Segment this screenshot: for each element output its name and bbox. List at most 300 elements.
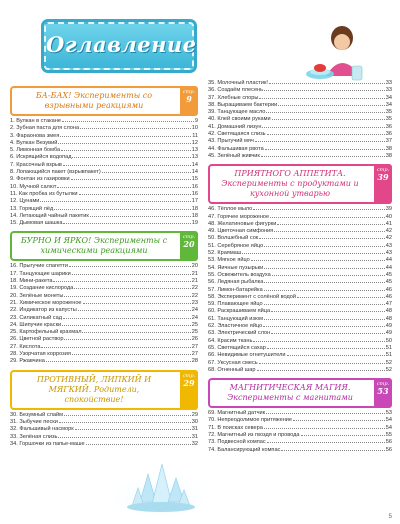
dot-leader [261, 156, 385, 157]
toc-entry-title: 62. Эластичное яйцо [208, 323, 263, 330]
toc-entry-title: 37. Хлебные споры [208, 94, 259, 101]
toc-entry-page: 13 [191, 147, 198, 154]
toc-entry-title: 74. Балансирующий компас [208, 446, 281, 453]
dot-leader [53, 281, 190, 282]
section-magnets [208, 378, 392, 454]
dot-leader [61, 150, 191, 151]
dot-leader [264, 90, 385, 91]
toc-entry-title: 12. Цунами [10, 198, 40, 205]
toc-entry [208, 235, 392, 242]
section-header [208, 378, 392, 408]
dot-leader [266, 112, 384, 113]
toc-entry-title: 15. Дымовая шашка [10, 220, 63, 227]
toc-entry-title: 29. Ржавчина [10, 358, 45, 365]
toc-entry [10, 140, 198, 147]
toc-entry-page: 23 [191, 299, 198, 306]
toc-entry-page: 39 [385, 206, 392, 213]
toc-entry-title: 8. Лопающийся пакет (взрывпакет) [10, 169, 101, 176]
dot-leader [293, 420, 385, 421]
experiment-list [208, 204, 392, 374]
page-number: 5 [388, 514, 392, 520]
toc-entry-title: 47. Горячее мороженое [208, 213, 270, 220]
dot-leader [64, 339, 190, 340]
toc-entry [10, 351, 198, 358]
toc-entry-title: 46. Тёплое мыло [208, 206, 253, 213]
toc-entry-title: 27. Кислота [10, 343, 41, 350]
toc-entry-page: 33 [385, 87, 392, 94]
toc-entry-page: 21 [191, 278, 198, 285]
toc-entry-title: 11. Как пробка из бутылки [10, 190, 78, 197]
toc-entry-page: 29 [191, 411, 198, 418]
contents-left-column [10, 86, 198, 452]
toc-entry-title: 67. Уксусная смесь [208, 359, 258, 366]
toc-entry-page: 38 [385, 152, 392, 159]
toc-entry-page: 47 [385, 301, 392, 308]
toc-entry-title: 52. Краямаш [208, 250, 242, 257]
toc-entry-page: 17 [191, 198, 198, 205]
toc-entry-title: 38. Выращиваем бактерии [208, 101, 278, 108]
toc-entry [10, 344, 198, 351]
section-sticky [10, 370, 198, 448]
toc-entry-page: 52 [385, 366, 392, 373]
section-sticky-continued [208, 78, 392, 160]
section-header [10, 231, 198, 261]
toc-entry [208, 439, 392, 446]
toc-entry-title: 53. Мягкое яйцо [208, 257, 250, 264]
toc-entry [10, 133, 198, 140]
toc-entry-title: 22. Индикатор из капусты [10, 307, 77, 314]
toc-entry-title: 4. Вулкан Везувий [10, 139, 58, 146]
toc-entry-title: 36. Создаём плесень [208, 87, 264, 94]
toc-entry-title: 5. Лимонная бомба [10, 147, 61, 154]
toc-entry-page: 25 [191, 329, 198, 336]
experiment-list [10, 261, 198, 365]
toc-entry [208, 338, 392, 345]
toc-entry-title: 2. Зубная паста для слона [10, 125, 80, 132]
toc-entry-page: 32 [191, 440, 198, 447]
toc-entry-title: 60. Раскрашиваем яйца [208, 308, 271, 315]
toc-entry-page: 46 [385, 293, 392, 300]
dot-leader [264, 246, 385, 247]
dot-leader [59, 422, 191, 423]
toc-entry-title: 56. Ледяная рыбалка [208, 279, 264, 286]
toc-entry [208, 425, 392, 432]
dot-leader [62, 121, 194, 122]
section-header [10, 86, 198, 116]
dot-leader [264, 282, 384, 283]
dot-leader [277, 224, 384, 225]
dot-leader [242, 253, 384, 254]
toc-entry-page: 34 [385, 94, 392, 101]
dot-leader [272, 119, 385, 120]
toc-entry-title: 73. Подвесной компас [208, 439, 266, 446]
dot-leader [297, 297, 385, 298]
toc-entry-title: 14. Летающий чайный пакетик [10, 212, 89, 219]
toc-entry-page: 42 [385, 228, 392, 235]
toc-entry-page: 27 [191, 351, 198, 358]
experiment-list [10, 410, 198, 448]
toc-entry-page: 54 [385, 424, 392, 431]
dot-leader [57, 187, 190, 188]
toc-entry [208, 316, 392, 323]
dot-leader [281, 450, 384, 451]
toc-entry [10, 307, 198, 314]
toc-entry-page: 45 [385, 271, 392, 278]
toc-entry-title: 17. Танцующие шарики [10, 270, 71, 277]
toc-entry-title: 31. Зыбучие пески [10, 418, 58, 425]
dot-leader [257, 370, 385, 371]
toc-entry [208, 308, 392, 315]
dot-leader [253, 341, 384, 342]
toc-entry-page: 19 [191, 220, 198, 227]
dot-leader [60, 136, 191, 137]
toc-entry-page: 10 [191, 125, 198, 132]
toc-entry-page: 37 [385, 138, 392, 145]
toc-entry-page: 42 [385, 235, 392, 242]
toc-entry [208, 214, 392, 221]
dot-leader [41, 347, 190, 348]
dot-leader [79, 194, 191, 195]
toc-entry [10, 191, 198, 198]
toc-entry-page: 28 [191, 358, 198, 365]
toc-entry-page: 44 [385, 264, 392, 271]
toc-entry-title: 26. Цветной раствор [10, 336, 64, 343]
section-title: ПРОТИВНЫЙ, ЛИПКИЙ И МЯГКИЙ. Родители, спокойствие! [36, 374, 152, 404]
toc-entry-page: 24 [191, 314, 198, 321]
toc-entry [208, 87, 392, 94]
dot-leader [90, 216, 191, 217]
dot-leader [63, 318, 191, 319]
toc-entry-title: 7. Красочный взрыв [10, 161, 62, 168]
toc-entry-page: 51 [385, 352, 392, 359]
toc-entry-page: 30 [191, 418, 198, 425]
toc-entry-title: 33. Зелёная слизь [10, 433, 58, 440]
toc-entry [10, 426, 198, 433]
dot-leader [301, 435, 385, 436]
toc-entry [10, 358, 198, 365]
toc-entry-page: 35 [385, 116, 392, 123]
toc-entry-title: 71. В поисках севера [208, 424, 263, 431]
toc-entry-title: 32. Фальшивый насморк [10, 426, 74, 433]
toc-entry-title: 43. Прыгучий мяч [208, 138, 254, 145]
toc-entry [10, 441, 198, 448]
toc-entry-page: 24 [191, 307, 198, 314]
toc-entry-page: 27 [191, 343, 198, 350]
toc-entry [10, 285, 198, 292]
section-title: БУРНО И ЯРКО! Эксперименты с химическими реакциями [20, 236, 168, 256]
toc-entry [208, 116, 392, 123]
toc-entry-page: 26 [191, 336, 198, 343]
toc-entry [10, 263, 198, 270]
toc-entry-page: 16 [191, 183, 198, 190]
toc-entry [10, 198, 198, 205]
dot-leader [278, 105, 385, 106]
dot-leader [58, 143, 190, 144]
contents-right-column [208, 78, 392, 458]
toc-entry-title: 44. Фальшивая рвота [208, 145, 264, 152]
dot-leader [69, 266, 191, 267]
toc-entry-page: 25 [191, 321, 198, 328]
toc-entry-page: 50 [385, 337, 392, 344]
toc-entry-page: 9 [194, 118, 198, 124]
toc-entry-title: 10. Мучной салют [10, 183, 57, 190]
toc-entry-page: 33 [385, 80, 392, 86]
toc-entry-title: 19. Создание кислорода [10, 285, 74, 292]
dot-leader [263, 326, 385, 327]
toc-entry-page: 40 [385, 213, 392, 220]
toc-entry [10, 336, 198, 343]
dot-leader [82, 332, 190, 333]
dot-leader [274, 231, 385, 232]
toc-entry-title: 3. Фараонова змея [10, 132, 60, 139]
toc-entry-title: 20. Зелёные монеты [10, 292, 64, 299]
dot-leader [266, 413, 385, 414]
toc-entry [208, 80, 392, 87]
dot-leader [75, 429, 191, 430]
dot-leader [62, 325, 191, 326]
toc-entry-title: 70. Непреодолимое притяжение [208, 417, 293, 424]
toc-entry-page: 14 [191, 169, 198, 176]
toc-entry-title: 54. Яичные пузырьки [208, 264, 264, 271]
crystal-decoration-image [110, 454, 210, 516]
toc-entry-page: 18 [191, 212, 198, 219]
dot-leader [264, 268, 385, 269]
dot-leader [264, 290, 385, 291]
toc-entry-title: 13. Горящий лёд [10, 205, 54, 212]
toc-entry [10, 213, 198, 220]
dot-leader [46, 361, 191, 362]
toc-entry-title: 41. Домашний лизун [208, 123, 262, 130]
toc-entry [10, 278, 198, 285]
dot-leader [83, 303, 191, 304]
toc-entry-title: 61. Танцующий изюм [208, 315, 263, 322]
toc-entry-title: 9. Фонтан из газировки [10, 176, 70, 183]
toc-entry [208, 287, 392, 294]
toc-entry-title: 25. Картофельный крахмал [10, 329, 82, 336]
toc-entry-page: 31 [191, 426, 198, 433]
dot-leader [40, 201, 190, 202]
toc-entry-title: 59. Плавающее яйцо [208, 301, 263, 308]
toc-entry-title: 23. Силикатный сад [10, 314, 62, 321]
toc-entry [208, 257, 392, 264]
section-title: БА-БАХ! Эксперименты со взрывными реакциями [35, 91, 153, 110]
toc-entry-title: 40. Клей своими руками [208, 116, 271, 123]
dot-leader [259, 98, 384, 99]
dot-leader [287, 355, 385, 356]
toc-entry-title: 34. Горшочки из папье-маше [10, 440, 85, 447]
toc-entry-page: 11 [192, 132, 198, 139]
toc-entry-title: 65. Светящийся сахар [208, 344, 266, 351]
toc-entry-title: 35. Молочный пластик! [208, 80, 268, 86]
toc-entry-page: 31 [191, 433, 198, 440]
toc-entry-title: 28. Узорчатая коррозия [10, 351, 71, 358]
dot-leader [74, 288, 190, 289]
dot-leader [251, 260, 385, 261]
dot-leader [102, 172, 191, 173]
dot-leader [58, 437, 190, 438]
toc-entry-page: 36 [385, 131, 392, 138]
toc-entry-title: 66. Невидимые огнетушители [208, 352, 286, 359]
toc-entry-title: 69. Магнитный датчик [208, 410, 266, 417]
toc-entry-title: 57. Лимон-батарейка [208, 286, 263, 293]
toc-entry [208, 367, 392, 374]
dot-leader [72, 157, 190, 158]
toc-entry [10, 154, 198, 161]
dot-leader [264, 428, 385, 429]
dot-leader [78, 310, 191, 311]
toc-entry-page: 34 [385, 101, 392, 108]
toc-entry-page: 44 [385, 257, 392, 264]
dot-leader [255, 141, 385, 142]
toc-entry-title: 6. Искрящийся водопад [10, 154, 72, 161]
dot-leader [267, 348, 385, 349]
toc-entry [208, 330, 392, 337]
toc-entry [10, 271, 198, 278]
toc-entry-title: 51. Серебряное яйцо [208, 242, 264, 249]
toc-entry-page: 22 [191, 292, 198, 299]
toc-entry-page: 43 [385, 242, 392, 249]
section-header [10, 370, 198, 410]
toc-entry [208, 124, 392, 131]
toc-entry-page: 54 [385, 417, 392, 424]
toc-entry-title: 55. Освежитель воздуха [208, 271, 271, 278]
toc-entry [208, 206, 392, 213]
dot-leader [272, 275, 385, 276]
toc-entry-page: 14 [191, 161, 198, 168]
toc-entry-page: 48 [385, 315, 392, 322]
section-page-badge: стр. 39 [374, 164, 392, 204]
toc-entry [10, 169, 198, 176]
toc-entry-title: 49. Цветочная симфония [208, 228, 274, 235]
toc-entry-title: 58. Эксперимент с солёной водой [208, 293, 297, 300]
dot-leader [270, 217, 385, 218]
section-header [208, 164, 392, 204]
toc-entry-title: 68. Огненный шар [208, 366, 256, 373]
toc-entry [208, 243, 392, 250]
dot-leader [271, 311, 385, 312]
experiment-list [208, 408, 392, 454]
dot-leader [259, 363, 385, 364]
toc-entry-page: 22 [191, 285, 198, 292]
toc-entry-page: 56 [385, 446, 392, 453]
toc-entry [10, 176, 198, 183]
dot-leader [265, 149, 385, 150]
toc-entry-page: 48 [385, 308, 392, 315]
toc-entry-page: 43 [385, 250, 392, 257]
toc-entry-page: 56 [385, 439, 392, 446]
experiment-list [10, 116, 198, 227]
toc-entry [208, 352, 392, 359]
section-page-badge: стр. 9 [180, 86, 198, 116]
toc-entry [10, 184, 198, 191]
section-title: МАГНИТИЧЕСКАЯ МАГИЯ. Эксперименты с магнитами [227, 383, 353, 403]
page-title: Оглавление [46, 32, 197, 57]
toc-entry-title: 21. Химическое мороженое [10, 299, 82, 306]
toc-entry [10, 220, 198, 227]
dot-leader [63, 223, 190, 224]
dot-leader [262, 127, 384, 128]
toc-entry-page: 41 [385, 220, 392, 227]
toc-entry-title: 50. Волшебный сок [208, 235, 259, 242]
toc-entry-page: 15 [191, 176, 198, 183]
toc-entry-title: 24. Шипучие краски [10, 321, 62, 328]
toc-entry-title: 63. Электрический слон [208, 330, 271, 337]
toc-entry-page: 46 [385, 286, 392, 293]
toc-entry-title: 18. Мини-ракета [10, 278, 53, 285]
toc-entry-title: 64. Красим ткань [208, 337, 253, 344]
section-page-badge: стр. 20 [180, 231, 198, 261]
toc-entry [10, 206, 198, 213]
toc-entry [10, 118, 198, 125]
toc-entry [208, 265, 392, 272]
toc-entry-page: 55 [385, 431, 392, 438]
toc-entry-title: 16. Прыгучие спагетти [10, 263, 69, 270]
toc-entry-page: 49 [385, 330, 392, 337]
toc-entry-title: 1. Вулкан в стакане [10, 118, 61, 124]
toc-entry-page: 53 [385, 410, 392, 417]
contents-banner [44, 22, 197, 70]
toc-entry-page: 12 [191, 139, 198, 146]
toc-entry [208, 102, 392, 109]
section-page-badge: стр. 29 [180, 370, 198, 410]
dot-leader [71, 179, 191, 180]
section-chemical [10, 231, 198, 365]
dot-leader [54, 209, 191, 210]
dot-leader [267, 134, 385, 135]
toc-entry [10, 162, 198, 169]
toc-entry [208, 95, 392, 102]
toc-entry-page: 16 [191, 190, 198, 197]
toc-entry-page: 21 [191, 270, 198, 277]
dot-leader [80, 128, 191, 129]
toc-entry-page: 51 [385, 344, 392, 351]
toc-entry [208, 146, 392, 153]
experiment-list [208, 78, 392, 160]
section-title: ПРИЯТНОГО АППЕТИТА. Эксперименты с продуктами и кухонной утварью [221, 169, 359, 199]
toc-entry-page: 35 [385, 109, 392, 116]
toc-entry [10, 315, 198, 322]
section-explosive [10, 86, 198, 227]
dot-leader [271, 333, 385, 334]
toc-entry-title: 30. Безумный слайм [10, 411, 64, 418]
dot-leader [269, 83, 385, 84]
dot-leader [64, 415, 191, 416]
toc-entry-page: 13 [191, 154, 198, 161]
toc-entry [208, 410, 392, 417]
dot-leader [264, 304, 385, 305]
toc-entry-title: 72. Магнитный из гвоздя и провода [208, 431, 300, 438]
toc-entry [10, 300, 198, 307]
toc-entry [208, 447, 392, 454]
dot-leader [72, 354, 191, 355]
toc-entry [208, 279, 392, 286]
dot-leader [259, 238, 385, 239]
toc-entry [10, 293, 198, 300]
toc-entry-page: 45 [385, 279, 392, 286]
toc-entry-page: 36 [385, 123, 392, 130]
toc-entry [208, 360, 392, 367]
toc-entry-title: 45. Зелёный живчик [208, 152, 260, 159]
dot-leader [253, 209, 384, 210]
toc-entry-title: 42. Светящаяся слизь [208, 131, 266, 138]
toc-entry [208, 138, 392, 145]
toc-entry [208, 345, 392, 352]
dot-leader [63, 165, 191, 166]
dot-leader [264, 319, 385, 320]
toc-entry-page: 38 [385, 145, 392, 152]
toc-entry [208, 417, 392, 424]
dot-leader [86, 444, 191, 445]
